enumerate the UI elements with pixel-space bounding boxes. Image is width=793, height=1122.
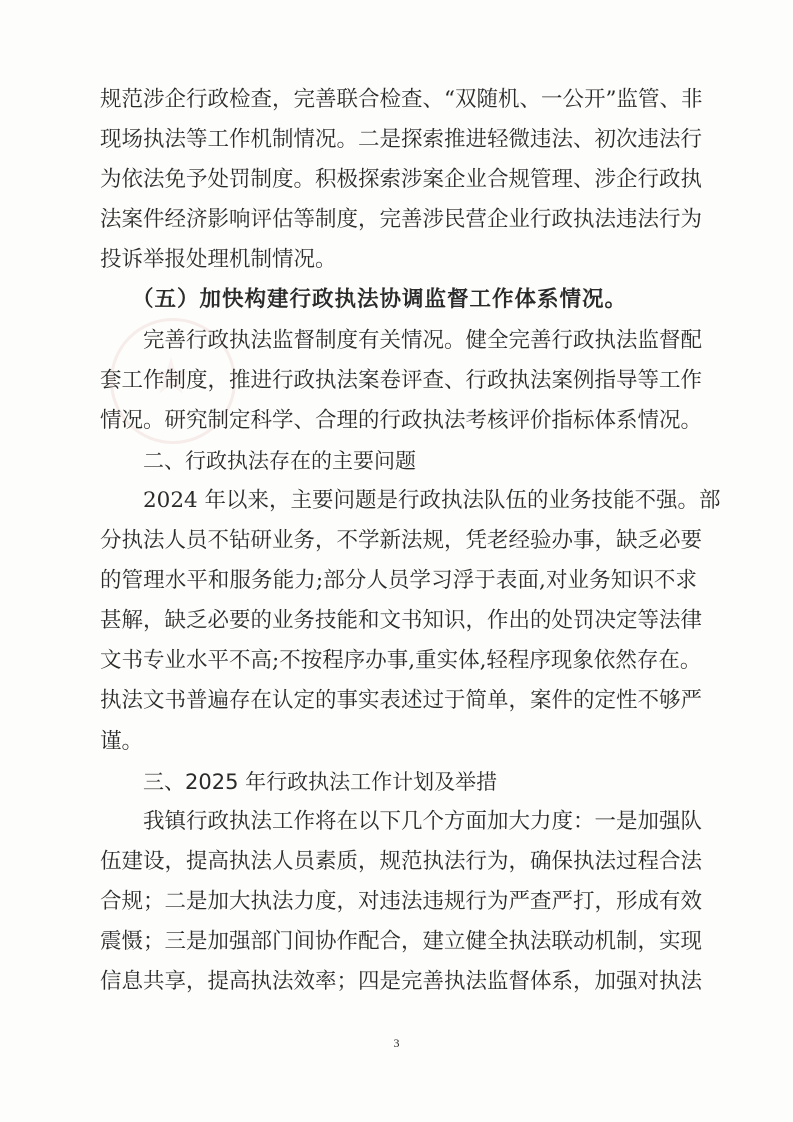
section-heading-5: （五）加快构建行政执法协调监督工作体系情况。 xyxy=(132,287,628,313)
text-line: 套工作制度，推进行政执法案卷评查、行政执法案例指导等工作 xyxy=(100,367,703,393)
text-line: 震慑；三是加强部门间协作配合，建立健全执法联动机制，实现 xyxy=(100,928,703,954)
paragraph-plan xyxy=(100,808,703,1008)
document-body xyxy=(100,86,721,1008)
section-heading-plan-2025: 三、2025 年行政执法工作计划及举措 xyxy=(143,769,498,794)
paragraph-inspection-mechanisms xyxy=(100,86,703,286)
text-line: 为依法免予处罚制度。积极探索涉案企业合规管理、涉企行政执 xyxy=(100,167,703,193)
text-line: 完善行政执法监督制度有关情况。健全完善行政执法监督配 xyxy=(143,327,703,353)
page-number: 3 xyxy=(393,1036,400,1050)
paragraph-supervision xyxy=(100,327,703,447)
text-line: 谨。 xyxy=(100,728,144,754)
section-heading-problems: 二、行政执法存在的主要问题 xyxy=(143,448,416,473)
text-line: 信息共享，提高执法效率；四是完善执法监督体系，加强对执法 xyxy=(100,969,703,995)
text-line: 投诉举报处理机制情况。 xyxy=(100,247,337,273)
text-line: 的管理水平和服务能力;部分人员学习浮于表面,对业务知识不求 xyxy=(100,568,697,594)
text-line: 法案件经济影响评估等制度，完善涉民营企业行政执法违法行为 xyxy=(100,207,703,233)
text-line: 情况。研究制定科学、合理的行政执法考核评价指标体系情况。 xyxy=(100,407,703,433)
text-line: 规范涉企行政检查，完善联合检查、“双随机、一公开”监管、非 xyxy=(100,87,703,112)
text-line: 2024 年以来，主要问题是行政执法队伍的业务技能不强。部 xyxy=(143,487,721,513)
text-line: 文书专业水平不高;不按程序办事,重实体,轻程序现象依然存在。 xyxy=(100,648,702,674)
text-line: 现场执法等工作机制情况。二是探索推进轻微违法、初次违法行 xyxy=(100,127,703,153)
text-line: 执法文书普遍存在认定的事实表述过于简单，案件的定性不够严 xyxy=(100,688,703,714)
text-line: 甚解，缺乏必要的业务技能和文书知识，作出的处罚决定等法律 xyxy=(100,608,703,634)
text-line: 我镇行政执法工作将在以下几个方面加大力度：一是加强队 xyxy=(143,808,703,834)
text-line: 伍建设，提高执法人员素质，规范执法行为，确保执法过程合法 xyxy=(100,848,703,874)
paragraph-problems xyxy=(100,487,721,768)
text-line: 合规；二是加大执法力度，对违法违规行为严查严打，形成有效 xyxy=(100,888,703,914)
text-line: 分执法人员不钻研业务，不学新法规，凭老经验办事，缺乏必要 xyxy=(100,528,703,554)
